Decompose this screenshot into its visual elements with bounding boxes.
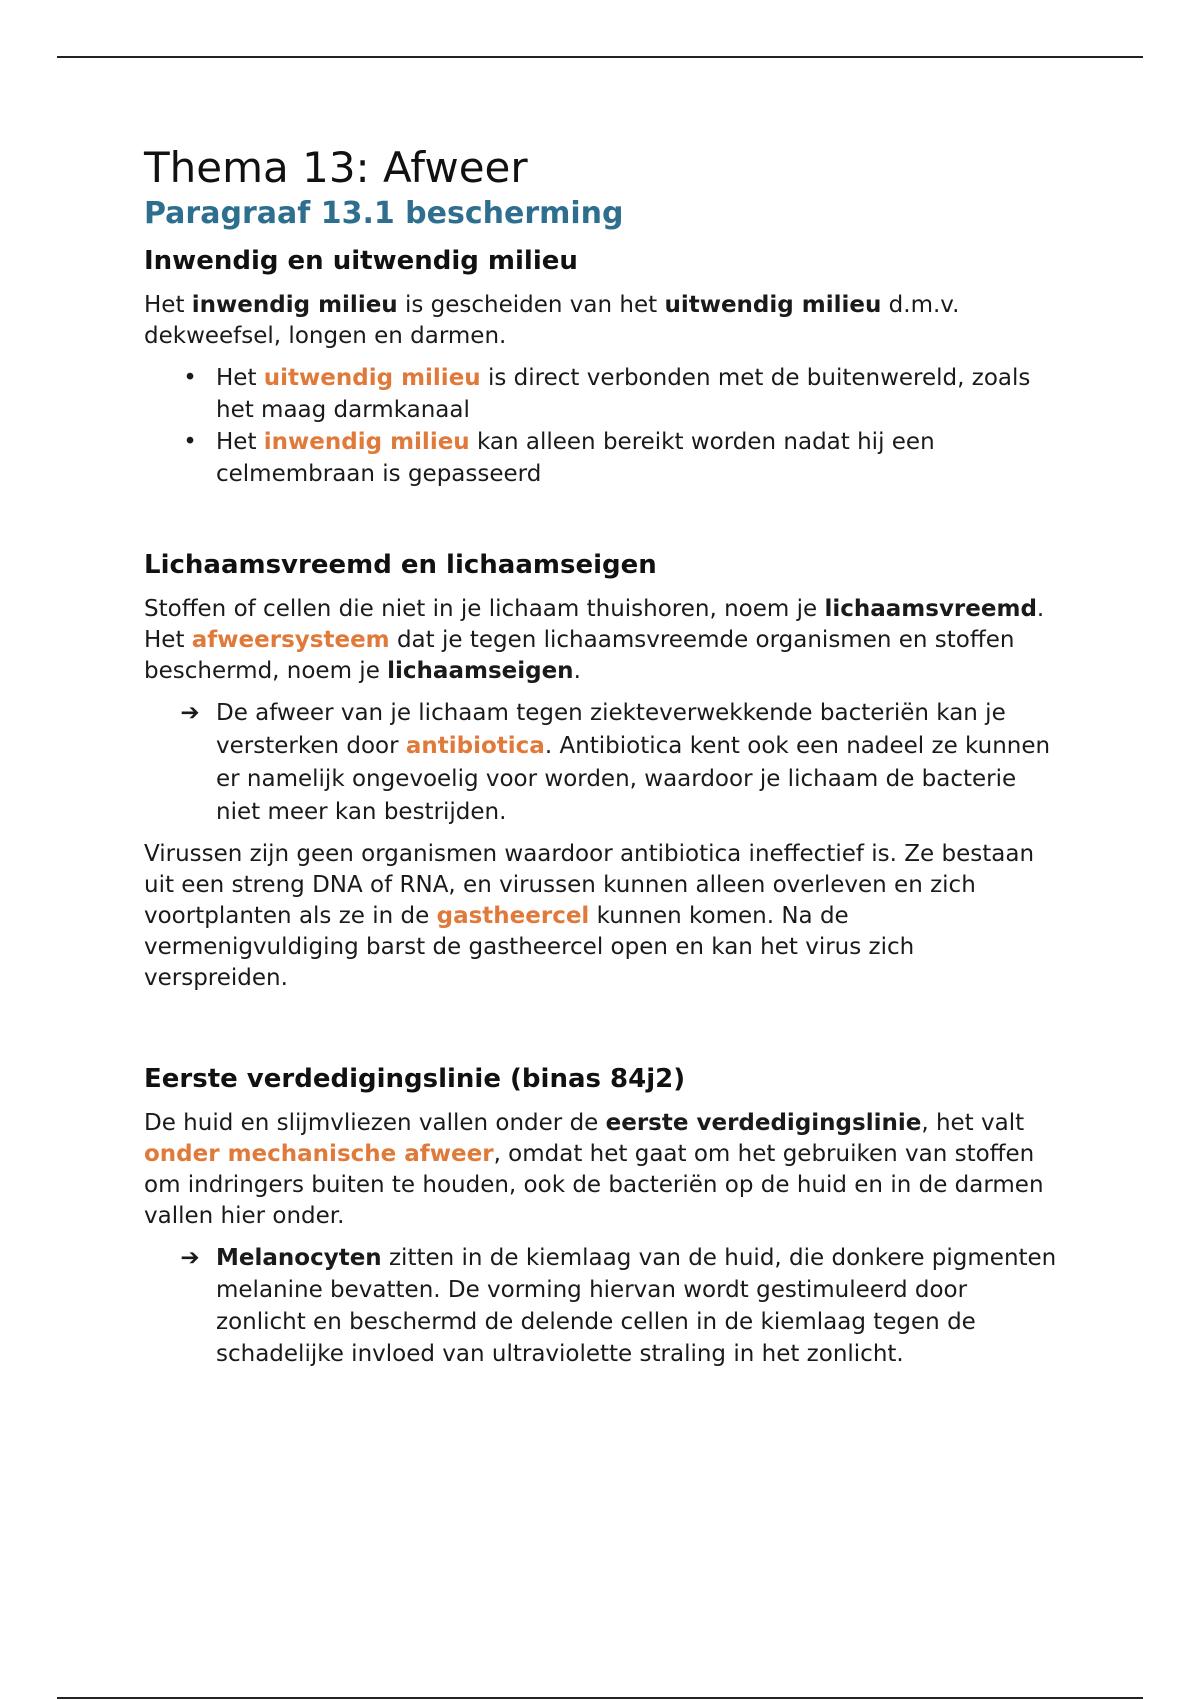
spacer bbox=[144, 829, 1064, 839]
bullet-icon: • bbox=[183, 365, 197, 391]
spacer bbox=[144, 1004, 1064, 1062]
page-title: Thema 13: Afweer bbox=[144, 143, 528, 192]
highlight-term: onder mechanische afweer bbox=[144, 1141, 494, 1167]
paragraph-milieu: Het inwendig milieu is gescheiden van het uitwendig milieu d.m.v. dekweefsel, longen en darmen. bbox=[144, 292, 960, 349]
highlight-term: gastheercel bbox=[436, 903, 590, 929]
highlight-term: uitwendig milieu bbox=[263, 365, 481, 391]
arrow-right-icon: ➔ bbox=[180, 700, 200, 726]
term-eerste-verdedigingslinie: eerste verdedigingslinie bbox=[605, 1110, 922, 1136]
paragraph-verdedigingslinie: De huid en slijmvliezen vallen onder de eerste verdedigingslinie, het valt onder mechanische afweer, omdat het gaat om het gebruiken van stoffen om indringers buiten te houden, ook de bacteriën op de huid en in de darmen vallen hier onder. bbox=[144, 1110, 1044, 1229]
list-item: ➔ De afweer van je lichaam tegen ziekteverwekkende bacteriën kan je versterken door antibiotica. Antibiotica kent ook een nadeel ze kunnen er namelijk ongevoelig voor worden, waardoor je lichaam de bacterie niet meer kan bestrijden. bbox=[144, 697, 1064, 829]
term-lichaamseigen: lichaamseigen bbox=[387, 658, 574, 684]
highlight-term: antibiotica bbox=[405, 733, 545, 759]
bullet-list-milieu bbox=[144, 362, 1064, 490]
list-item: ➔ Melanocyten zitten in de kiemlaag van de huid, die donkere pigmenten melanine bevatten. De vorming hiervan wordt gestimuleerd door zonlicht en beschermd de delende cellen in de kiemlaag tegen de schadelijke invloed van ultraviolette straling in het zonlicht. bbox=[144, 1242, 1064, 1370]
list-item: • Het inwendig milieu kan alleen bereikt worden nadat hij een celmembraan is gepasseerd bbox=[144, 426, 1064, 490]
section-heading-lichaamsvreemd: Lichaamsvreemd en lichaamseigen bbox=[144, 550, 657, 580]
page-subtitle: Paragraaf 13.1 bescherming bbox=[144, 196, 624, 231]
term-lichaamsvreemd: lichaamsvreemd bbox=[824, 596, 1037, 622]
term-inwendig-milieu: inwendig milieu bbox=[191, 292, 398, 318]
term-melanocyten: Melanocyten bbox=[216, 1245, 382, 1271]
footer-rule bbox=[57, 1697, 1143, 1699]
highlight-term: afweersysteem bbox=[191, 627, 390, 653]
list-item: • Het uitwendig milieu is direct verbonden met de buitenwereld, zoals het maag darmkanaal bbox=[144, 362, 1064, 426]
bullet-icon: • bbox=[183, 429, 197, 455]
paragraph-lichaamsvreemd: Stoffen of cellen die niet in je lichaam thuishoren, noem je lichaamsvreemd. Het afweersysteem dat je tegen lichaamsvreemde organismen en stoffen beschermd, noem je lichaamseigen. bbox=[144, 596, 1045, 684]
arrow-list-melanocyten bbox=[144, 1242, 1064, 1370]
header-rule bbox=[57, 56, 1143, 58]
highlight-term: inwendig milieu bbox=[263, 429, 470, 455]
document-page bbox=[144, 142, 1064, 1370]
term-uitwendig-milieu: uitwendig milieu bbox=[664, 292, 882, 318]
paragraph-virussen: Virussen zijn geen organismen waardoor antibiotica ineffectief is. Ze bestaan uit een streng DNA of RNA, en virussen kunnen alleen overleven en zich voortplanten als ze in de gastheercel kunnen komen. Na de vermenigvuldiging barst de gastheercel open en kan het virus zich verspreiden. bbox=[144, 841, 1035, 991]
section-heading-verdedigingslinie: Eerste verdedigingslinie (binas 84j2) bbox=[144, 1064, 686, 1094]
arrow-right-icon: ➔ bbox=[180, 1245, 200, 1271]
arrow-list-antibiotica bbox=[144, 697, 1064, 829]
spacer bbox=[144, 490, 1064, 548]
section-heading-milieu: Inwendig en uitwendig milieu bbox=[144, 246, 578, 276]
